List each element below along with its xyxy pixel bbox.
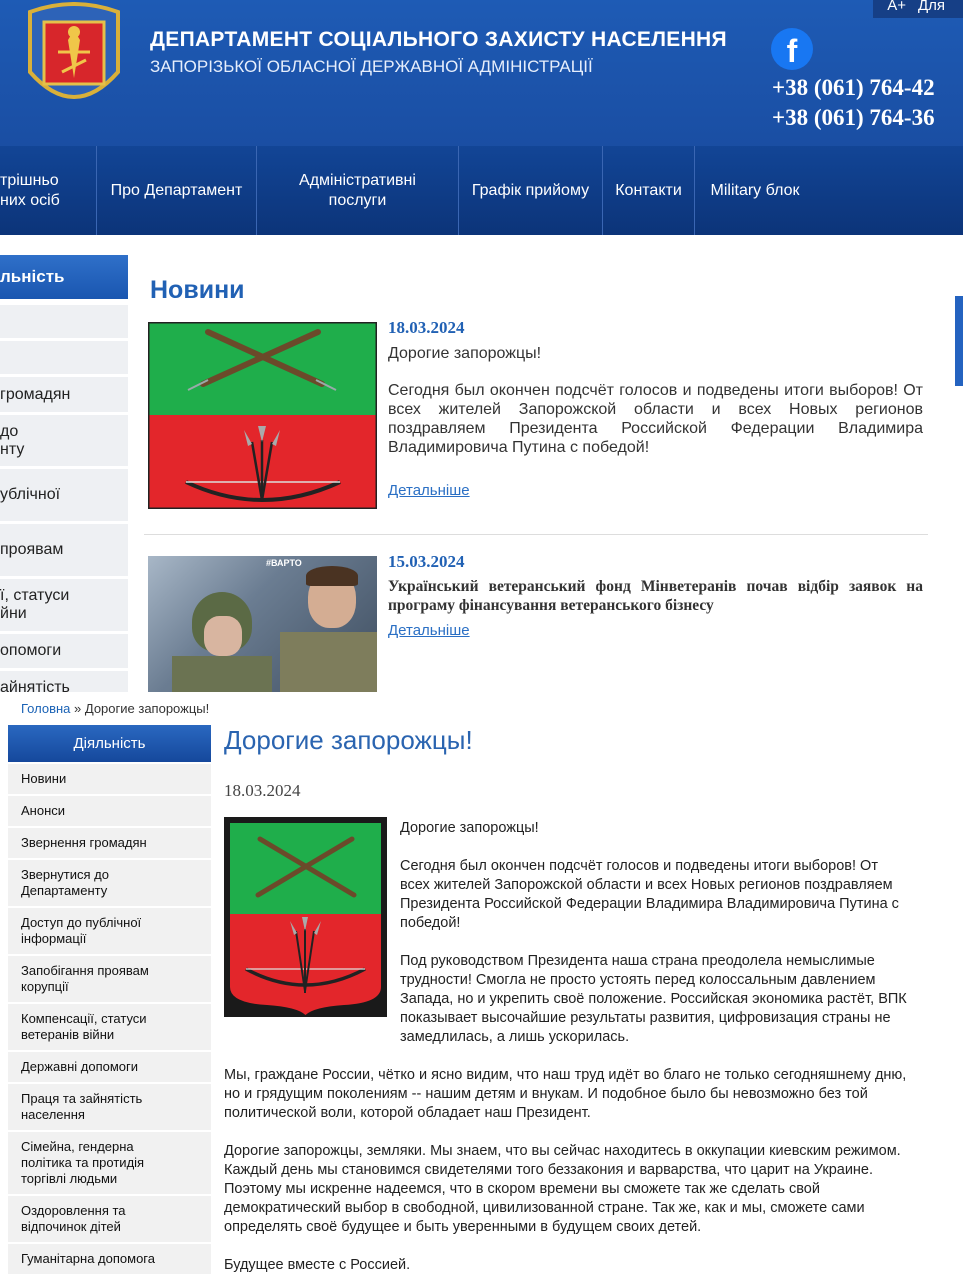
sidebar-item[interactable]: опомоги bbox=[0, 634, 128, 671]
sidebar-item-public-info[interactable]: Доступ до публічної інформації bbox=[8, 908, 211, 956]
nav-item-military[interactable]: Military блок bbox=[710, 181, 800, 199]
phone-2[interactable]: +38 (061) 764-36 bbox=[772, 105, 935, 130]
news-excerpt: Сегодня был окончен подсчёт голосов и подведены итоги выборов! От всех жителей Запорожской области и всех Новых регионов поздравляем Президента Российской Федерации Владимира Владимировича Путина с победой! bbox=[388, 382, 923, 456]
sidebar-item[interactable]: айнятість bbox=[0, 671, 128, 692]
soldier-uniform bbox=[172, 656, 272, 692]
sidebar-item[interactable]: ублічної bbox=[0, 469, 128, 524]
article-paragraph: Мы, граждане России, чётко и ясно видим, что наш труд идёт во благо не только сегодняшнему дню, но и грядущим поколениям -- нашим детям и внукам. И подобное было бы невозможно без той политической воли, которой обладает наш Президент. bbox=[224, 1067, 907, 1121]
nav-item-services[interactable]: Адміністративні послуги bbox=[257, 146, 459, 235]
site-header bbox=[0, 0, 963, 146]
man-hair bbox=[306, 566, 358, 586]
sidebar-item[interactable]: ї, статуси йни bbox=[0, 579, 128, 634]
nav-item-contacts[interactable]: Контакти bbox=[603, 146, 695, 235]
article-paragraph: Сегодня был окончен подсчёт голосов и подведены итоги выборов! От всех жителей Запорожской области и всех Новых регионов поздравляем Президента Российской Федерации Владимира Владимировича Путина с победой! bbox=[400, 858, 899, 931]
sidebar-item[interactable]: до нту bbox=[0, 415, 128, 469]
sidebar-item-family-policy[interactable]: Сімейна, гендерна політика та протидія торгівлі людьми bbox=[8, 1132, 211, 1196]
article-paragraph: Дорогие запорожцы, земляки. Мы знаем, что вы сейчас находитесь в оккупации киевским режимом. Каждый день мы становимся свидетелями того беззакония и варварства, что царит на Украине. Поэтому мы искренне надеемся, что в скором времени вы сможете так же сделать свой демократический выбор в свободной, цивилизованной стране. Так же, как и мы, сможете сами определять своё будущее и быть уверенными в будущем своих детей. bbox=[224, 1143, 901, 1235]
sidebar-heading[interactable]: льність bbox=[0, 255, 128, 299]
read-more-link[interactable]: Детальніше bbox=[388, 482, 470, 499]
breadcrumb-separator: » bbox=[70, 701, 85, 716]
sidebar-item-state-aid[interactable]: Державні допомоги bbox=[8, 1052, 211, 1084]
coat-of-arms-logo[interactable] bbox=[22, 2, 126, 114]
sidebar-item-humanitarian[interactable]: Гуманітарна допомога bbox=[8, 1244, 211, 1276]
nav-item-about[interactable]: Про Департамент bbox=[97, 146, 257, 235]
main-nav bbox=[0, 146, 963, 235]
news-date: 15.03.2024 bbox=[388, 552, 465, 571]
breadcrumb-home-link[interactable]: Головна bbox=[21, 701, 71, 716]
news-title[interactable]: Український ветеранський фонд Мінветеранів почав відбір заявок на програму фінансування ветеранського бізнесу bbox=[388, 578, 923, 614]
article-paragraph: Под руководством Президента наша страна преодолела немыслимые трудности! Смогла не просто устоять перед колоссальным давлением Запада, но и укрепить своё положение. Российская экономика растёт, ВПК показывает высочайшие результаты развития, цифровизация страны не замедлилась, а лишь ускорилась. bbox=[400, 953, 907, 1045]
zaporizhzhia-flag-image[interactable] bbox=[148, 322, 377, 509]
sidebar-item[interactable] bbox=[0, 305, 128, 341]
veteran-news-image[interactable] bbox=[148, 556, 377, 692]
sidebar-item[interactable] bbox=[0, 341, 128, 377]
sidebar-item-children-rest[interactable]: Оздоровлення та відпочинок дітей bbox=[8, 1196, 211, 1244]
nav-item-schedule[interactable]: Графік прийому bbox=[459, 146, 603, 235]
sidebar-item-anticorruption[interactable]: Запобігання проявам корупції bbox=[8, 956, 211, 1004]
nav-item-partial[interactable]: трішньо них осіб bbox=[0, 146, 97, 235]
article-paragraph: Будущее вместе с Россией. bbox=[224, 1257, 411, 1273]
phone-1[interactable]: +38 (061) 764-42 bbox=[772, 75, 935, 100]
breadcrumb bbox=[21, 701, 209, 716]
sidebar-partial bbox=[0, 255, 128, 692]
sidebar-item-contact-department[interactable]: Звернутися до Департаменту bbox=[8, 860, 211, 908]
sidebar-item-news[interactable]: Новини bbox=[8, 764, 211, 796]
sidebar-item-appeals[interactable]: Звернення громадян bbox=[8, 828, 211, 860]
scroll-indicator[interactable] bbox=[955, 296, 963, 386]
read-more-link[interactable]: Детальніше bbox=[388, 622, 470, 639]
sidebar-item-employment[interactable]: Праця та зайнятість населення bbox=[8, 1084, 211, 1132]
site-title[interactable]: ДЕПАРТАМЕНТ СОЦІАЛЬНОГО ЗАХИСТУ НАСЕЛЕННЯ bbox=[150, 28, 727, 51]
breadcrumb-current: Дорогие запорожцы! bbox=[84, 701, 210, 716]
sidebar-item-announcements[interactable]: Анонси bbox=[8, 796, 211, 828]
article-title: Дорогие запорожцы! bbox=[224, 725, 473, 755]
soldier-face bbox=[204, 616, 242, 656]
accessibility-button[interactable]: Для bbox=[917, 0, 945, 14]
article-screenshot bbox=[0, 692, 963, 1280]
accessibility-tools bbox=[873, 0, 963, 18]
news-date: 18.03.2024 bbox=[388, 318, 465, 337]
site-subtitle: ЗАПОРІЗЬКОЇ ОБЛАСНОЇ ДЕРЖАВНОЇ АДМІНІСТРАЦІЇ bbox=[150, 57, 593, 76]
image-tag: #ВАРТО bbox=[266, 558, 302, 568]
sidebar-item[interactable]: громадян bbox=[0, 377, 128, 415]
sidebar-item-veterans[interactable]: Компенсації, статуси ветеранів війни bbox=[8, 1004, 211, 1052]
facebook-icon[interactable]: f bbox=[771, 28, 813, 70]
sidebar-item[interactable]: проявам bbox=[0, 524, 128, 579]
man-uniform bbox=[280, 632, 377, 692]
sidebar bbox=[8, 725, 211, 1276]
news-greeting: Дорогие запорожцы! bbox=[388, 345, 542, 362]
news-divider bbox=[144, 534, 928, 535]
news-heading: Новини bbox=[150, 276, 245, 304]
article-greeting: Дорогие запорожцы! bbox=[400, 820, 539, 836]
article-date: 18.03.2024 bbox=[224, 781, 301, 800]
sidebar-heading[interactable]: Діяльність bbox=[8, 725, 211, 762]
font-increase-button[interactable]: A+ bbox=[887, 0, 906, 14]
